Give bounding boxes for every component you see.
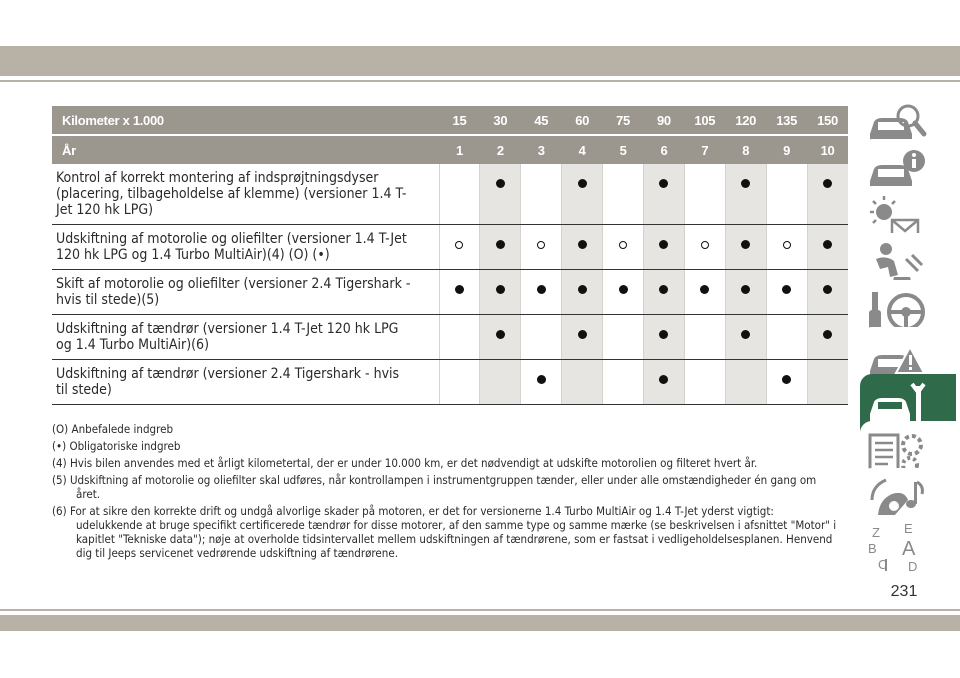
alphabetical-index-icon <box>864 519 934 577</box>
interval-cell <box>439 315 480 360</box>
mandatory-dot-icon <box>659 330 668 339</box>
interval-cell <box>439 164 480 225</box>
year-cell: 10 <box>807 135 848 164</box>
index-letter: E <box>904 521 913 536</box>
recommended-circle-icon <box>455 241 463 249</box>
mandatory-dot-icon <box>659 179 668 188</box>
page-number: 231 <box>890 583 918 600</box>
interval-cell <box>684 270 725 315</box>
table-row <box>52 360 848 405</box>
interval-cell <box>603 360 644 405</box>
mandatory-dot-icon <box>578 240 587 249</box>
row-description: Udskiftning af tændrør (versioner 2.4 Tigershark - hvis til stede) <box>52 360 439 405</box>
km-cell: 75 <box>603 106 644 135</box>
interval-cell <box>439 270 480 315</box>
km-cell: 45 <box>521 106 562 135</box>
km-cell: 135 <box>766 106 807 135</box>
interval-cell <box>562 225 603 270</box>
interval-cell <box>480 270 521 315</box>
footnote-6: (6) For at sikre den korrekte drift og undgå alvorlige skader på motoren, er det for versionerne 1.4 Turbo MultiAir og 1.4 T-Jet yderst vigtigt: udelukkende at bruge specifikt certificerede tændrør for disse motorer, af den samme type og samme mærke (se beskrivelsen i afsnittet "Motor" i kapitlet "Tekniske data"); nøje at overholde tidsintervallet mellem udskiftningen af tændrørene, som er fastsat i vedligeholdelsesplanen. Henvend dig til Jeeps servicenet vedrørende udskiftning af tændrørene. <box>52 504 837 560</box>
mandatory-dot-icon <box>537 285 546 294</box>
interval-cell <box>807 360 848 405</box>
mandatory-dot-icon <box>496 179 505 188</box>
mandatory-dot-icon <box>823 240 832 249</box>
mandatory-dot-icon <box>823 285 832 294</box>
tab-alphabetical-index[interactable] <box>860 515 956 582</box>
interval-cell <box>725 315 766 360</box>
year-cell: 5 <box>603 135 644 164</box>
km-cell: 15 <box>439 106 480 135</box>
mandatory-dot-icon <box>496 240 505 249</box>
interval-cell <box>521 225 562 270</box>
year-cell: 4 <box>562 135 603 164</box>
year-cell: 1 <box>439 135 480 164</box>
mandatory-dot-icon <box>496 285 505 294</box>
interval-cell <box>684 164 725 225</box>
mandatory-dot-icon <box>455 285 464 294</box>
interval-cell <box>603 164 644 225</box>
interval-cell <box>562 164 603 225</box>
interval-cell <box>439 225 480 270</box>
bottom-rule <box>0 609 960 611</box>
bottom-decorative-band <box>0 615 960 631</box>
row-description: Skift af motorolie og oliefilter (versioner 2.4 Tigershark - hvis til stede)(5) <box>52 270 439 315</box>
index-letter: D <box>908 559 918 574</box>
interval-cell <box>521 270 562 315</box>
interval-cell <box>643 164 684 225</box>
mandatory-dot-icon <box>659 240 668 249</box>
year-cell: 2 <box>480 135 521 164</box>
mandatory-dot-icon <box>659 285 668 294</box>
interval-cell <box>603 225 644 270</box>
mandatory-dot-icon <box>741 285 750 294</box>
year-cell: 8 <box>725 135 766 164</box>
mandatory-dot-icon <box>578 285 587 294</box>
recommended-circle-icon <box>537 241 545 249</box>
recommended-circle-icon <box>619 241 627 249</box>
recommended-circle-icon <box>783 241 791 249</box>
interval-cell <box>521 315 562 360</box>
interval-cell <box>521 360 562 405</box>
mandatory-dot-icon <box>823 330 832 339</box>
mandatory-dot-icon <box>782 375 791 384</box>
year-cell: 7 <box>684 135 725 164</box>
km-cell: 60 <box>562 106 603 135</box>
km-header-row <box>52 106 848 135</box>
table-row <box>52 164 848 225</box>
interval-cell <box>603 270 644 315</box>
km-cell: 90 <box>643 106 684 135</box>
mandatory-dot-icon <box>741 179 750 188</box>
row-description: Kontrol af korrekt montering af indsprøjtningsdyser (placering, tilbageholdelse af klemme) (versioner 1.4 T-Jet 120 hk LPG) <box>52 164 439 225</box>
interval-cell <box>643 225 684 270</box>
year-cell: 6 <box>643 135 684 164</box>
index-letter: Z <box>872 525 880 540</box>
interval-cell <box>807 315 848 360</box>
mandatory-dot-icon <box>578 330 587 339</box>
mandatory-dot-icon <box>537 375 546 384</box>
interval-cell <box>643 360 684 405</box>
interval-cell <box>643 270 684 315</box>
mandatory-dot-icon <box>619 285 628 294</box>
year-header-row <box>52 135 848 164</box>
mandatory-dot-icon <box>578 179 587 188</box>
interval-cell <box>766 225 807 270</box>
km-cell: 105 <box>684 106 725 135</box>
mandatory-dot-icon <box>700 285 709 294</box>
mandatory-dot-icon <box>659 375 668 384</box>
km-cell: 120 <box>725 106 766 135</box>
recommended-circle-icon <box>701 241 709 249</box>
interval-cell <box>603 315 644 360</box>
table-row <box>52 270 848 315</box>
interval-cell <box>684 360 725 405</box>
footnote-4: (4) Hvis bilen anvendes med et årligt kilometertal, der er under 10.000 km, er det nødvendigt at udskifte motorolien og filteret hvert år. <box>52 456 758 470</box>
mandatory-dot-icon <box>823 179 832 188</box>
row-description: Udskiftning af tændrør (versioner 1.4 T-Jet 120 hk LPG og 1.4 Turbo MultiAir)(6) <box>52 315 439 360</box>
km-cell: 150 <box>807 106 848 135</box>
table-row <box>52 315 848 360</box>
index-letter: B <box>868 541 877 556</box>
interval-cell <box>766 360 807 405</box>
mandatory-dot-icon <box>782 285 791 294</box>
footnote-recommended: (O) Anbefalede indgreb <box>52 422 174 436</box>
year-cell: 9 <box>766 135 807 164</box>
year-header-label: År <box>52 135 439 164</box>
footnotes <box>52 422 842 563</box>
interval-cell <box>766 164 807 225</box>
interval-cell <box>521 164 562 225</box>
mandatory-dot-icon <box>741 330 750 339</box>
interval-cell <box>766 270 807 315</box>
footnote-5: (5) Udskiftning af motorolie og oliefilter skal udføres, når kontrollampen i instrumentgruppen tænder, eller under alle omstændigheder én gang om året. <box>52 473 817 501</box>
interval-cell <box>725 360 766 405</box>
footnote-mandatory: (•) Obligatoriske indgreb <box>52 439 181 453</box>
index-letter: C <box>878 557 888 572</box>
interval-cell <box>807 164 848 225</box>
maintenance-schedule-table <box>52 106 848 405</box>
interval-cell <box>766 315 807 360</box>
mandatory-dot-icon <box>496 330 505 339</box>
interval-cell <box>480 164 521 225</box>
table-row <box>52 225 848 270</box>
mandatory-dot-icon <box>741 240 750 249</box>
row-description: Udskiftning af motorolie og oliefilter (versioner 1.4 T-Jet 120 hk LPG og 1.4 Turbo MultiAir)(4) (O) (•) <box>52 225 439 270</box>
year-cell: 3 <box>521 135 562 164</box>
km-cell: 30 <box>480 106 521 135</box>
interval-cell <box>807 270 848 315</box>
interval-cell <box>725 164 766 225</box>
interval-cell <box>725 225 766 270</box>
interval-cell <box>684 225 725 270</box>
interval-cell <box>643 315 684 360</box>
interval-cell <box>562 360 603 405</box>
interval-cell <box>562 270 603 315</box>
interval-cell <box>480 225 521 270</box>
interval-cell <box>562 315 603 360</box>
top-decorative-band <box>0 46 960 76</box>
index-letter: A <box>902 538 916 560</box>
interval-cell <box>480 360 521 405</box>
interval-cell <box>480 315 521 360</box>
interval-cell <box>725 270 766 315</box>
km-header-label: Kilometer x 1.000 <box>52 106 439 135</box>
interval-cell <box>684 315 725 360</box>
interval-cell <box>439 360 480 405</box>
interval-cell <box>807 225 848 270</box>
top-rule <box>0 80 960 82</box>
